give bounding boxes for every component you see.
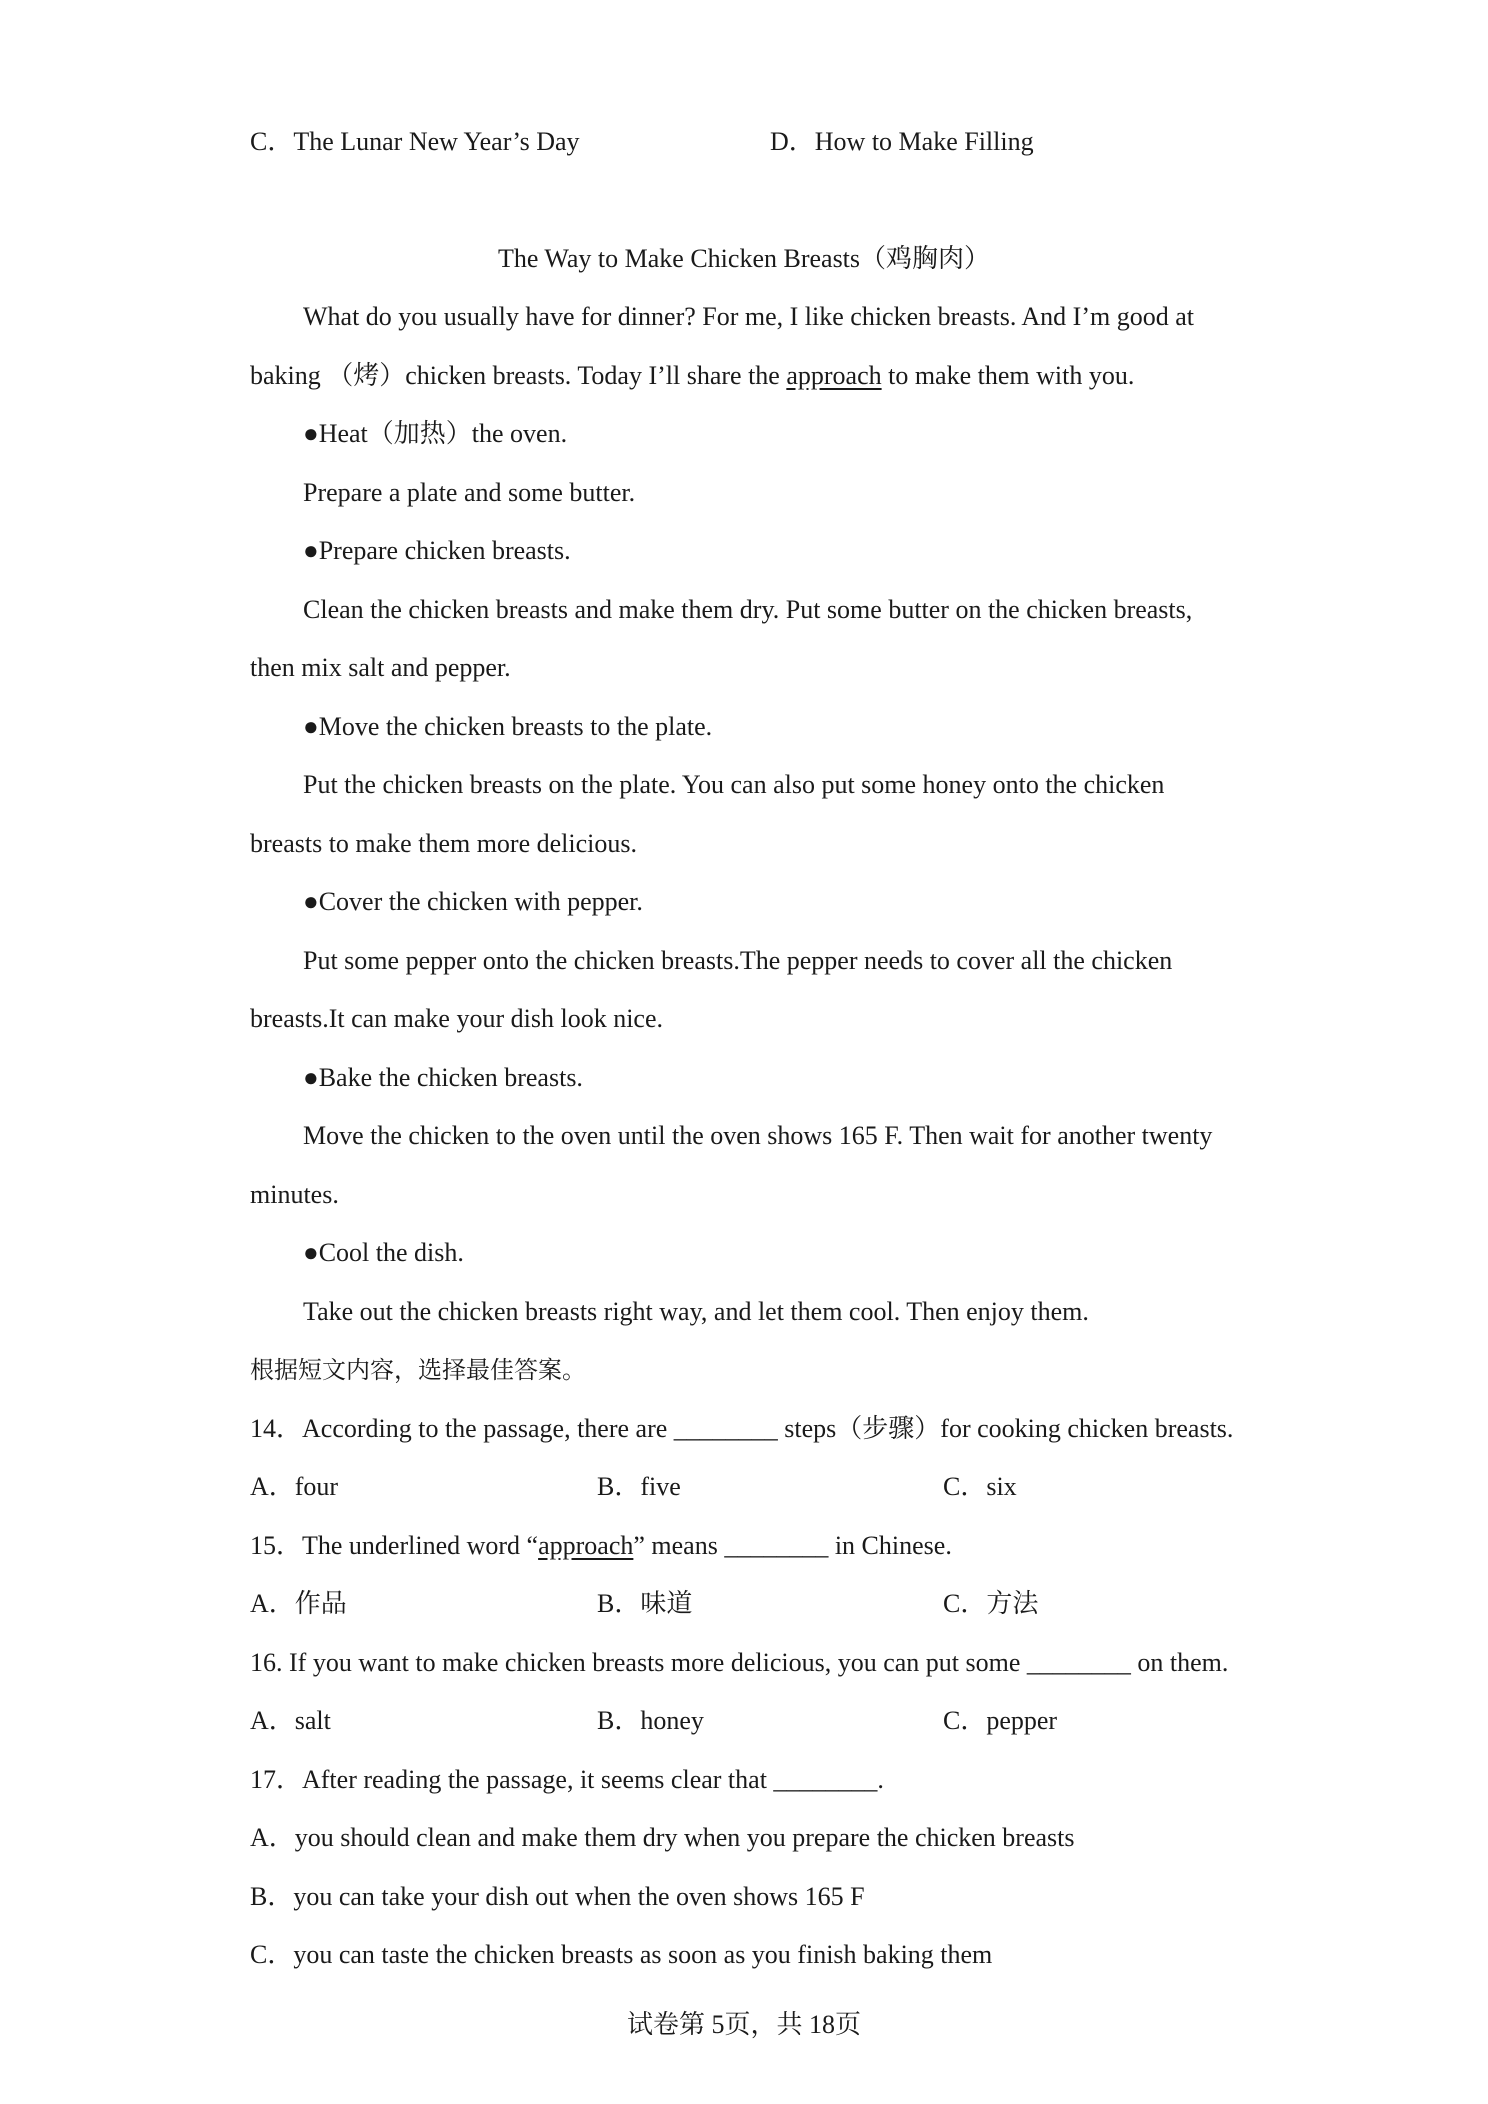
step6-heading: ●Cool the dish. (303, 1238, 464, 1267)
passage-title: The Way to Make Chicken Breasts（鸡胸肉） (497, 244, 991, 273)
step4-text-line2: breasts.It can make your dish look nice. (250, 1004, 663, 1033)
intro-text-a: baking （烤）chicken breasts. Today I’ll share the (250, 361, 787, 390)
step3-heading: ●Move the chicken breasts to the plate. (303, 712, 713, 741)
prev-option-d: D．How to Make Filling (770, 127, 1034, 156)
instruction: 根据短文内容，选择最佳答案。 (250, 1356, 586, 1384)
question-17-stem: 17．After reading the passage, it seems clear that ________. (250, 1765, 884, 1794)
underlined-word-approach: approach (786, 361, 882, 390)
step5-heading: ●Bake the chicken breasts. (303, 1063, 583, 1092)
question-17-option-c: C．you can taste the chicken breasts as soon as you finish baking them (250, 1940, 993, 1969)
step2-text-line1: Clean the chicken breasts and make them dry. Put some butter on the chicken breasts, (303, 595, 1193, 624)
question-15-option-c: C．方法 (943, 1589, 1039, 1618)
question-15-option-a: A．作品 (250, 1589, 347, 1618)
passage-intro-line2 (250, 359, 1134, 393)
question-14-stem: 14．According to the passage, there are ________ steps（步骤）for cooking chicken breasts. (250, 1414, 1234, 1443)
page-footer: 试卷第 5页，共 18页 (626, 2010, 861, 2039)
question-15-option-b: B．味道 (597, 1589, 693, 1618)
question-15-stem (250, 1529, 952, 1563)
question-16-stem: 16. If you want to make chicken breasts more delicious, you can put some ________ on them. (250, 1648, 1229, 1677)
step5-text-line1: Move the chicken to the oven until the oven shows 165 F. Then wait for another twenty (303, 1121, 1213, 1150)
step5-text-line2: minutes. (250, 1180, 339, 1209)
step1-text: Prepare a plate and some butter. (303, 478, 636, 507)
question-14-option-c: C．six (943, 1472, 1017, 1501)
step6-text: Take out the chicken breasts right way, and let them cool. Then enjoy them. (303, 1297, 1089, 1326)
step4-heading: ●Cover the chicken with pepper. (303, 887, 643, 916)
prev-option-c: C．The Lunar New Year’s Day (250, 127, 580, 156)
question-14-option-a: A．four (250, 1472, 339, 1501)
intro-text-b: to make them with you. (881, 361, 1135, 390)
question-17-option-b: B．you can take your dish out when the oven shows 165 F (250, 1882, 865, 1911)
step2-heading: ●Prepare chicken breasts. (303, 536, 571, 565)
question-16-option-c: C．pepper (943, 1706, 1058, 1735)
step2-text-line2: then mix salt and pepper. (250, 653, 511, 682)
step3-text-line2: breasts to make them more delicious. (250, 829, 638, 858)
step4-text-line1: Put some pepper onto the chicken breasts.The pepper needs to cover all the chicken (303, 946, 1173, 975)
step3-text-line1: Put the chicken breasts on the plate. You can also put some honey onto the chicken (303, 770, 1165, 799)
question-14-option-b: B．five (597, 1472, 681, 1501)
q15-underlined-word: approach (538, 1531, 634, 1560)
step1-heading: ●Heat（加热）the oven. (303, 419, 568, 448)
question-16-option-a: A．salt (250, 1706, 331, 1735)
q15-stem-b: ” means ________ in Chinese. (633, 1531, 952, 1560)
passage-intro-line1: What do you usually have for dinner? For me, I like chicken breasts. And I’m good at (303, 302, 1194, 331)
question-17-option-a: A．you should clean and make them dry when you prepare the chicken breasts (250, 1823, 1075, 1852)
q15-stem-a: 15．The underlined word “ (250, 1531, 539, 1560)
question-16-option-b: B．honey (597, 1706, 704, 1735)
